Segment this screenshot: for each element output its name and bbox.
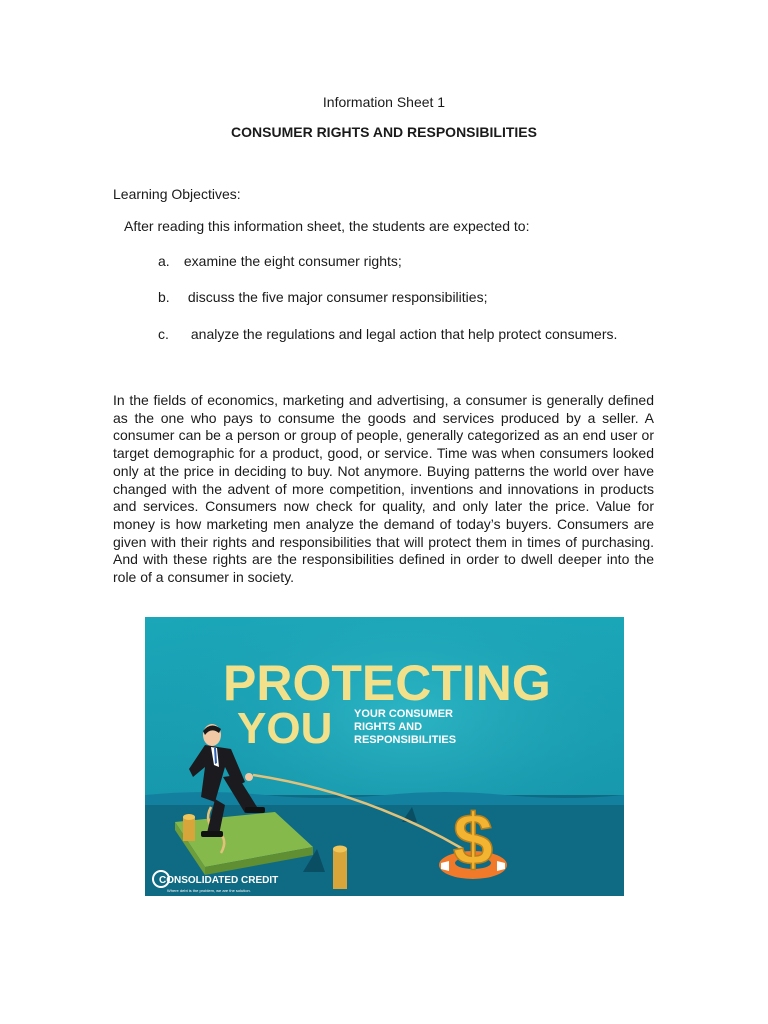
headline-protecting: PROTECTING xyxy=(223,655,551,711)
objective-text: examine the eight consumer rights; xyxy=(183,253,402,269)
body-paragraph: In the fields of economics, marketing and advertising, a consumer is generally defined as the one who pays to consume the goods and services produced by a seller. A consumer can be a person or group of people, generally categorized as an end user or target demographic for a product, good, or service. Time was when consumers looked only at the price in deciding to buy. Not anymore. Buying patterns the world over have changed with the advent of more competition, inventions and innovations in products and services. Consumers now check for quality, and only later the price. Value for money is how marketing men analyze the demand of today’s buyers. Consumers are given with their rights and responsibilities that will protect them in times of purchasing. And with these rights are the responsibilities defined in order to dwell deeper into the role of a consumer in society. xyxy=(113,392,654,586)
objective-letter: b. xyxy=(158,289,170,305)
document-title: CONSUMER RIGHTS AND RESPONSIBILITIES xyxy=(231,124,537,140)
objective-item xyxy=(158,253,402,269)
logo-text: CONSOLIDATED CREDIT xyxy=(159,875,279,886)
objective-item xyxy=(158,289,487,305)
objective-letter: a. xyxy=(158,253,170,269)
objectives-intro: After reading this information sheet, the students are expected to: xyxy=(124,218,530,234)
objective-text: discuss the five major consumer responsibilities; xyxy=(187,289,488,305)
subtitle-line: RESPONSIBILITIES xyxy=(354,734,457,746)
subtitle-line: RIGHTS AND xyxy=(354,721,423,733)
objective-text: analyze the regulations and legal action that help protect consumers. xyxy=(190,326,618,342)
dollar-sign-icon: $ xyxy=(453,800,494,880)
headline-you: YOU xyxy=(237,704,333,753)
subtitle-line: YOUR CONSUMER xyxy=(354,708,454,720)
objectives-heading: Learning Objectives: xyxy=(113,186,241,202)
logo-tagline: Where debt is the problem, we are the solution. xyxy=(167,888,251,893)
sheet-label: Information Sheet 1 xyxy=(322,94,446,110)
protecting-you-illustration xyxy=(145,617,624,896)
objective-letter: c. xyxy=(158,326,169,342)
objective-item xyxy=(158,326,617,342)
